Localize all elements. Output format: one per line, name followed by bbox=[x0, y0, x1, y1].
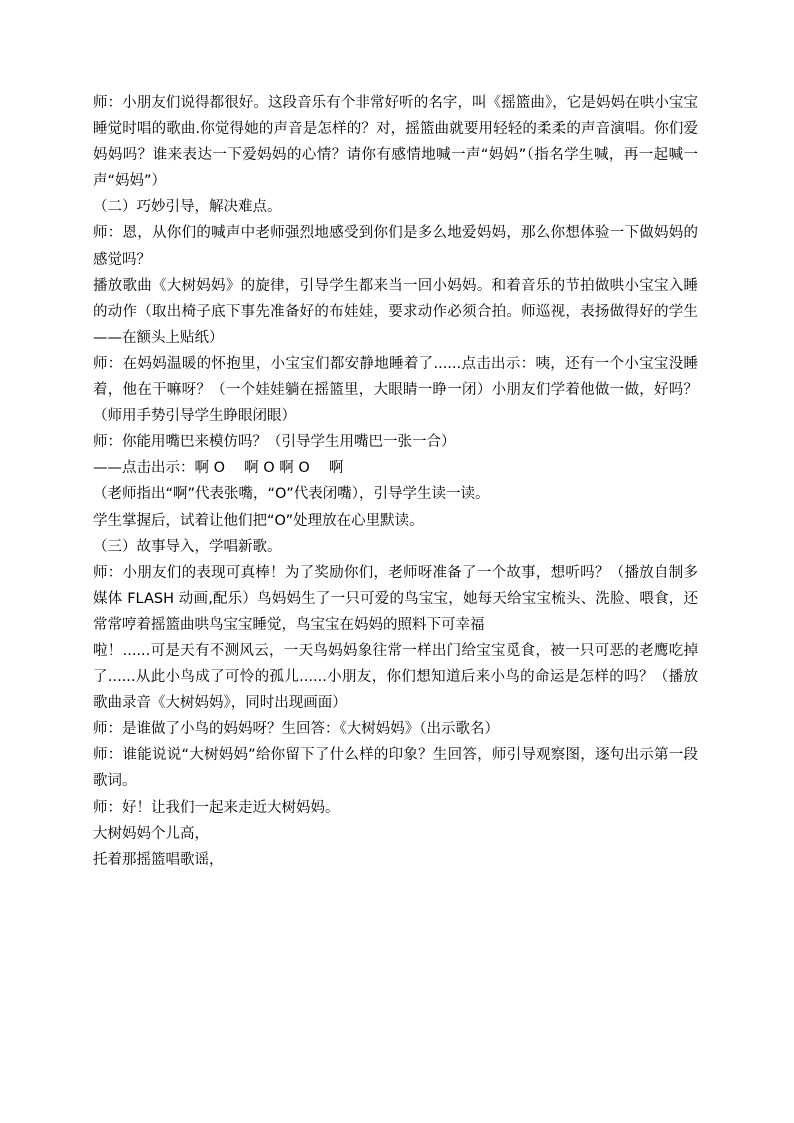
paragraph: 师：你能用嘴巴来模仿吗？（引导学生用嘴巴一张一合） bbox=[93, 434, 456, 451]
paragraph: 师：小朋友们的表现可真棒！为了奖励你们，老师呀准备了一个故事，想听吗？（播放自制多媒体 FLASH 动画,配乐）鸟妈妈生了一只可爱的鸟宝宝，她每天给宝宝梳头、洗脸、喂食，还常常哼着摇篮曲哄鸟宝宝睡觉，鸟宝宝在妈妈的照料下可幸福 bbox=[93, 564, 698, 633]
paragraph: 播放歌曲《大树妈妈》的旋律，引导学生都来当一回小妈妈。和着音乐的节拍做哄小宝宝入睡的动作（取出椅子底下事先准备好的布娃娃，要求动作必须合拍。师巡视，表扬做得好的学生——在额头上贴纸） bbox=[93, 277, 698, 346]
paragraph: 啦！......可是天有不测风云，一天鸟妈妈象往常一样出门给宝宝觅食，被一只可恶的老鹰吃掉了......从此小鸟成了可怜的孤儿......小朋友，你们想知道后来小鸟的命运是怎样的吗？（播放歌曲录音《大树妈妈》，同时出现画面） bbox=[93, 642, 698, 712]
section-heading: （二）巧妙引导，解决难点。 bbox=[93, 199, 282, 216]
paragraph: ——点击出示：啊 O 啊 O 啊 O 啊 bbox=[93, 460, 344, 477]
paragraph: 师：好！让我们一起来走近大树妈妈。 bbox=[93, 799, 340, 816]
paragraph: 师：恩，从你们的喊声中老师强烈地感受到你们是多么地爱妈妈，那么你想体验一下做妈妈的感觉吗？ bbox=[93, 225, 698, 268]
paragraph: 师：谁能说说“大树妈妈”给你留下了什么样的印象？生回答，师引导观察图，逐句出示第一段歌词。 bbox=[93, 747, 698, 790]
document-body bbox=[93, 90, 698, 873]
paragraph: 学生掌握后，试着让他们把“O”处理放在心里默读。 bbox=[93, 512, 424, 529]
paragraph: （老师指出“啊”代表张嘴，“O”代表闭嘴），引导学生读一读。 bbox=[93, 486, 490, 503]
section-heading: （三）故事导入，学唱新歌。 bbox=[93, 538, 282, 555]
paragraph: 师：是谁做了小鸟的妈妈呀？生回答：《大树妈妈》（出示歌名） bbox=[93, 721, 499, 738]
paragraph: 师：在妈妈温暖的怀抱里，小宝宝们都安静地睡着了......点击出示：咦，还有一个小宝宝没睡着，他在干嘛呀？（一个娃娃躺在摇篮里，大眼睛一睁一闭）小朋友们学着他做一做，好吗？（师用手势引导学生睁眼闭眼） bbox=[93, 355, 698, 425]
lyric-line: 托着那摇篮唱歌谣， bbox=[93, 851, 224, 868]
paragraph: 师：小朋友们说得都很好。这段音乐有个非常好听的名字，叫《摇篮曲》，它是妈妈在哄小宝宝睡觉时唱的歌曲.你觉得她的声音是怎样的？对，摇篮曲就要用轻轻的柔柔的声音演唱。你们爱妈妈吗？谁来表达一下爱妈妈的心情？请你有感情地喊一声“妈妈”（指名学生喊，再一起喊一声“妈妈”） bbox=[93, 95, 698, 190]
lyric-line: 大树妈妈个儿高， bbox=[93, 825, 209, 842]
